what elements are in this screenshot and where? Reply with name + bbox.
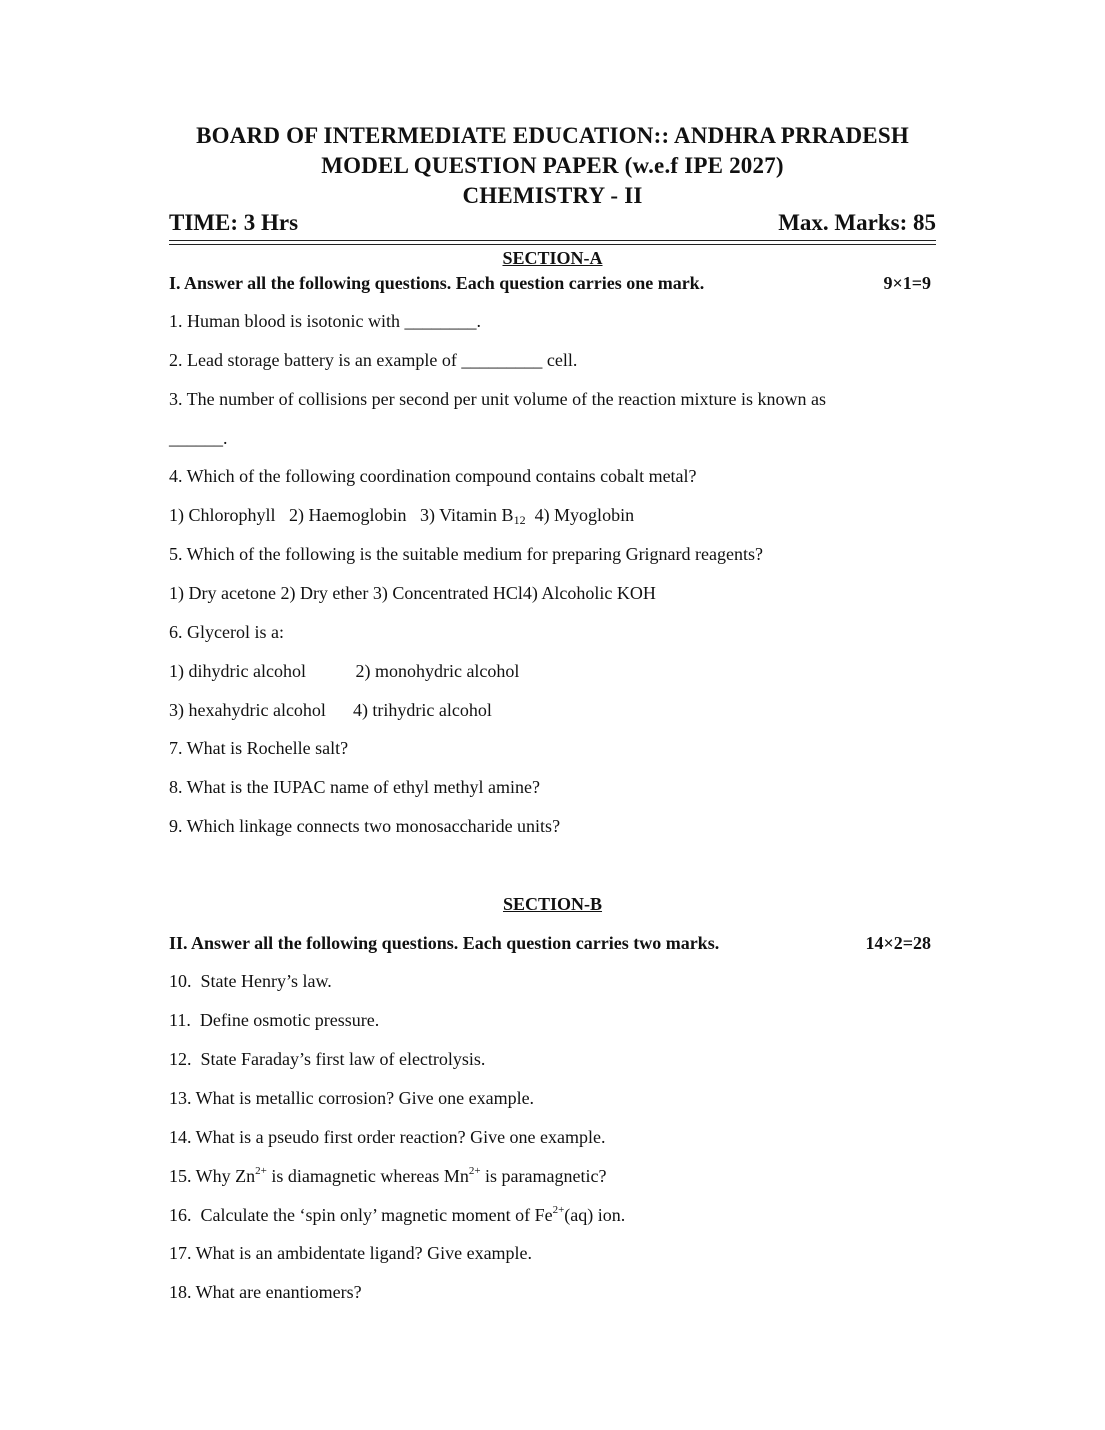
question-13: 13. What is metallic corrosion? Give one example. bbox=[169, 1088, 535, 1108]
question-16-part-b: (aq) ion. bbox=[564, 1205, 626, 1225]
question-4-options-part-b: 4) Myoglobin bbox=[525, 505, 635, 525]
question-17: 17. What is an ambidentate ligand? Give example. bbox=[169, 1243, 533, 1263]
question-15-part-b: is diamagnetic whereas Mn bbox=[266, 1166, 469, 1186]
question-5: 5. Which of the following is the suitable medium for preparing Grignard reagents? bbox=[169, 544, 763, 564]
question-16 bbox=[169, 1205, 939, 1226]
board-title: BOARD OF INTERMEDIATE EDUCATION:: ANDHRA PRRADESH bbox=[196, 123, 909, 148]
header-rule-top bbox=[169, 240, 936, 241]
section-a-instruction-row bbox=[169, 273, 931, 294]
question-10: 10. State Henry’s law. bbox=[169, 971, 332, 991]
section-b-instruction: II. Answer all the following questions. Each question carries two marks. bbox=[169, 933, 720, 953]
time-label: TIME: 3 Hrs bbox=[169, 210, 299, 235]
question-9: 9. Which linkage connects two monosaccharide units? bbox=[169, 816, 561, 836]
exam-meta-row bbox=[169, 210, 936, 236]
question-14: 14. What is a pseudo first order reaction? Give one example. bbox=[169, 1127, 606, 1147]
question-3: 3. The number of collisions per second per unit volume of the reaction mixture is known as bbox=[169, 389, 827, 409]
question-3-continued: ______. bbox=[169, 428, 228, 448]
question-15-part-c: is paramagnetic? bbox=[480, 1166, 607, 1186]
question-4: 4. Which of the following coordination compound contains cobalt metal? bbox=[169, 466, 697, 486]
zinc-charge-superscript: 2+ bbox=[255, 1165, 267, 1177]
question-12: 12. State Faraday’s first law of electrolysis. bbox=[169, 1049, 486, 1069]
max-marks-label: Max. Marks: 85 bbox=[778, 210, 936, 235]
question-7: 7. What is Rochelle salt? bbox=[169, 738, 349, 758]
question-6-options-row-2: 3) hexahydric alcohol 4) trihydric alcohol bbox=[169, 700, 492, 720]
section-a-instruction: I. Answer all the following questions. Each question carries one mark. bbox=[169, 273, 705, 293]
question-15-part-a: 15. Why Zn bbox=[169, 1166, 256, 1186]
paper-title: MODEL QUESTION PAPER (w.e.f IPE 2027) bbox=[321, 153, 784, 178]
question-5-options: 1) Dry acetone 2) Dry ether 3) Concentrated HCl4) Alcoholic KOH bbox=[169, 583, 656, 603]
section-b-heading: SECTION-B bbox=[502, 894, 603, 914]
subject-title: CHEMISTRY - II bbox=[462, 183, 643, 208]
section-a-marks: 9×1=9 bbox=[883, 273, 931, 293]
vitamin-b12-subscript: 12 bbox=[513, 513, 526, 527]
question-4-options bbox=[169, 505, 939, 526]
question-6: 6. Glycerol is a: bbox=[169, 622, 284, 642]
question-11: 11. Define osmotic pressure. bbox=[169, 1010, 380, 1030]
section-b-marks: 14×2=28 bbox=[865, 933, 931, 953]
question-16-part-a: 16. Calculate the ‘spin only’ magnetic moment of Fe bbox=[169, 1205, 553, 1225]
manganese-charge-superscript: 2+ bbox=[468, 1165, 481, 1177]
question-6-options-row-1: 1) dihydric alcohol 2) monohydric alcohol bbox=[169, 661, 520, 681]
iron-charge-superscript: 2+ bbox=[552, 1204, 565, 1216]
question-4-options-part-a: 1) Chlorophyll 2) Haemoglobin 3) Vitamin B bbox=[169, 505, 514, 525]
question-18: 18. What are enantiomers? bbox=[169, 1282, 362, 1302]
question-1: 1. Human blood is isotonic with ________. bbox=[169, 311, 481, 331]
section-b-instruction-row bbox=[169, 933, 931, 954]
question-2: 2. Lead storage battery is an example of _________ cell. bbox=[169, 350, 578, 370]
question-15 bbox=[169, 1166, 939, 1187]
question-8: 8. What is the IUPAC name of ethyl methyl amine? bbox=[169, 777, 540, 797]
header-rule-bottom bbox=[169, 244, 936, 245]
section-a-heading: SECTION-A bbox=[502, 248, 603, 268]
